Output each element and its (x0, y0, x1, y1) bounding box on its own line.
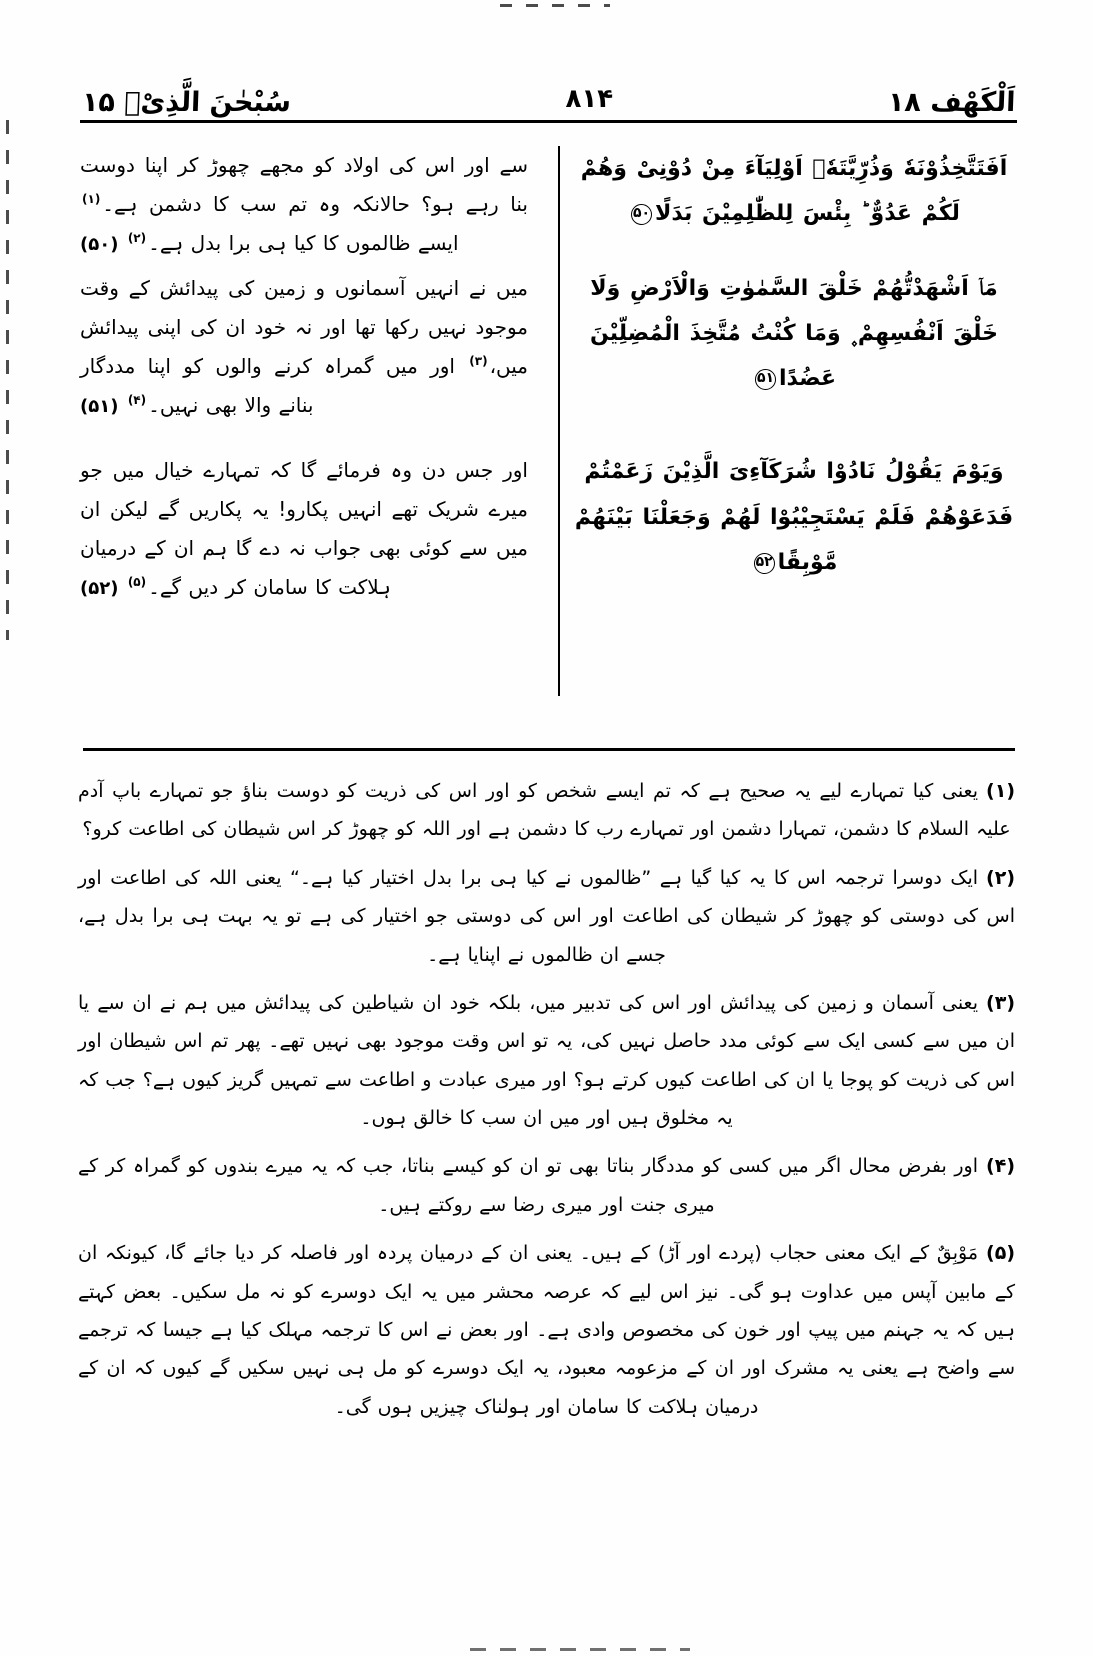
footnote-text: اور بفرض محال اگر میں کسی کو مددگار بناتا بھی تو ان کو کیسے بناتا، جب کہ یہ میرے بندوں کو گمراہ کر کے میری جنت اور میری رضا سے روکتے ہیں۔ (78, 1155, 979, 1216)
ayah-block (571, 449, 1017, 584)
footnote-ref[interactable]: (۲) (127, 231, 147, 246)
footnote-item (78, 859, 1015, 974)
page-number: ۸۱۴ (565, 84, 614, 114)
ayah-arabic-51: مَاۤ اَشْهَدْتُّهُمْ خَلْقَ السَّمٰوٰتِ وَالْاَرْضِ وَلَا خَلْقَ اَنْفُسِهِمْ ۪ وَمَا كُنْتُ مُتَّخِذَ الْمُضِلِّیْنَ عَضُدًا (589, 276, 999, 392)
footnote-item (78, 1234, 1015, 1426)
urdu-paragraph (80, 269, 528, 425)
para-label: سُبْحٰنَ الَّذِیْۤ ۱۵ (81, 87, 292, 118)
footnote-item (78, 1147, 1015, 1224)
footnote-text: یعنی آسمان و زمین کی پیدائش اور اس کی تدبیر میں، بلکہ خود ان شیاطین کی پیدائش میں ہم نے ان سے یا ان میں سے کسی ایک سے کوئی مدد حاصل نہیں کی، یہ تو اس وقت موجود بھی نہیں تھے۔ پھر تم اس شیطان اور اس کی ذریت کو پوجا یا ان کی اطاعت کیوں کرتے ہو؟ اور میری عبادت و اطاعت سے تمہیں گریز کیوں ہے؟ جب کہ یہ مخلوق ہیں اور میں ان سب کا خالق ہوں۔ (78, 991, 1015, 1129)
footnote-ref[interactable]: (۴) (127, 393, 147, 408)
bleed-mark-left (6, 120, 9, 640)
ayah-text (571, 449, 1017, 584)
footnote-text: مَوْبِقٌ کے ایک معنی حجاب (پردے اور آڑ) کے ہیں۔ یعنی ان کے درمیان پردہ اور فاصلہ کر دیا جائے گا، کیونکہ ان کے مابین آپس میں عداوت ہو گی۔ نیز اس لیے کہ عرصہ محشر میں یہ ایک دوسرے کو نہ مل سکیں۔ بعض کہتے ہیں کہ یہ جہنم میں پیپ اور خون کی مخصوص وادی ہے۔ اور بعض نے اس کا ترجمہ مہلک کیا ہے جیسا کہ ترجمے سے واضح ہے یعنی یہ مشرک اور ان کے مزعومہ معبود، یہ ایک دوسرے کو مل ہی نہیں سکیں گے کیوں کہ ان کے درمیان ہلاکت کا سامان اور ہولناک چیزیں ہوں گی۔ (78, 1242, 1015, 1418)
urdu-text: ایسے ظالموں کا کیا ہی برا بدل ہے۔ (148, 231, 459, 255)
bleed-mark-bottom (470, 1648, 690, 1651)
ayah-number-50: ۵۰ (631, 204, 652, 225)
urdu-text: میں نے انہیں آسمانوں و زمین کی پیدائش کے وقت موجود نہیں رکھا تھا اور نہ خود ان کی اپنی پیدائش میں، (80, 276, 528, 378)
ayah-arabic-50: اَفَتَتَّخِذُوْنَهٗ وَذُرِّیَّتَهٗۤ اَوْلِیَآءَ مِنْ دُوْنِیْ وَهُمْ لَكُمْ عَدُوٌّ ؕ بِئْسَ لِلظّٰلِمِیْنَ بَدَلًا (580, 156, 1008, 227)
arabic-column (571, 146, 1017, 706)
column-divider (558, 146, 560, 696)
footnote-item (78, 772, 1015, 849)
urdu-text: اور جس دن وہ فرمائے گا کہ تمہارے خیال میں جو میرے شریک تھے انہیں پکارو! یہ پکاریں گے لیکن ان میں سے کوئی بھی جواب نہ دے گا ہم ان کے درمیان ہلاکت کا سامان کر دیں گے۔ (80, 458, 528, 599)
header-divider (80, 120, 1017, 123)
footnote-ref[interactable]: (۵) (127, 575, 147, 590)
footnote-item (78, 984, 1015, 1138)
surah-label: اَلْکَهْف ۱۸ (887, 87, 1016, 118)
ayah-number-51: ۵۱ (755, 369, 776, 390)
urdu-text: سے اور اس کی اولاد کو مجھے چھوڑ کر اپنا دوست بنا رہے ہو؟ حالانکہ وہ تم سب کا دشمن ہے۔ (80, 153, 528, 216)
footnote-ref[interactable]: (۱) (82, 192, 101, 207)
verse-tag: (۵۱) (80, 396, 119, 417)
footnote-text: ایک دوسرا ترجمہ اس کا یہ کیا گیا ہے ”ظالموں نے کیا ہی برا بدل اختیار کیا ہے۔“ یعنی اللہ کی اطاعت اور اس کی دوستی کو چھوڑ کر شیطان کی اطاعت اور اس کی دوستی جو اختیار کی ہے تو یہ بہت ہی برا بدل ہے، جسے ان ظالموں نے اپنایا ہے۔ (78, 866, 1015, 966)
page-header (82, 74, 1015, 116)
footnote-marker: (۱) (986, 780, 1015, 802)
footnote-ref[interactable]: (۳) (469, 354, 488, 369)
ayah-arabic-52: وَیَوْمَ یَقُوْلُ نَادُوْا شُرَكَآءِیَ الَّذِیْنَ زَعَمْتُمْ فَدَعَوْهُمْ فَلَمْ یَسْتَجِیْبُوْا لَهُمْ وَجَعَلْنَا بَیْنَهُمْ مَّوْبِقًا (574, 459, 1014, 575)
verse-tag: (۵۰) (80, 234, 119, 255)
footnote-marker: (۲) (986, 866, 1015, 889)
urdu-translation-column (80, 146, 528, 706)
ayah-number-52: ۵۲ (754, 553, 775, 574)
footnote-marker: (۴) (986, 1155, 1015, 1178)
ayah-block (571, 266, 1017, 401)
footnotes-section (78, 772, 1015, 1436)
urdu-paragraph (80, 451, 528, 607)
ayah-text (571, 146, 1017, 236)
footnote-marker: (۵) (986, 1242, 1015, 1265)
footnote-divider (83, 748, 1015, 751)
footnote-marker: (۳) (986, 991, 1015, 1014)
scripture-body (80, 146, 1017, 716)
ayah-block (571, 146, 1017, 236)
verse-tag: (۵۲) (80, 578, 119, 599)
footnote-text: یعنی کیا تمہارے لیے یہ صحیح ہے کہ تم ایسے شخص کو اور اس کی ذریت کو دوست بناؤ جو تمہارے باپ آدم علیہ السلام کا دشمن، تمہارا دشمن اور تمہارے رب کا دشمن ہے اور اللہ کو چھوڑ کر اس شیطان کی اطاعت کرو؟ (78, 780, 1011, 841)
bleed-mark-top (500, 4, 610, 7)
urdu-paragraph (80, 146, 528, 263)
ayah-text (571, 266, 1017, 401)
urdu-text: اور میں گمراہ کرنے والوں کو اپنا مددگار بنانے والا بھی نہیں۔ (80, 354, 455, 417)
